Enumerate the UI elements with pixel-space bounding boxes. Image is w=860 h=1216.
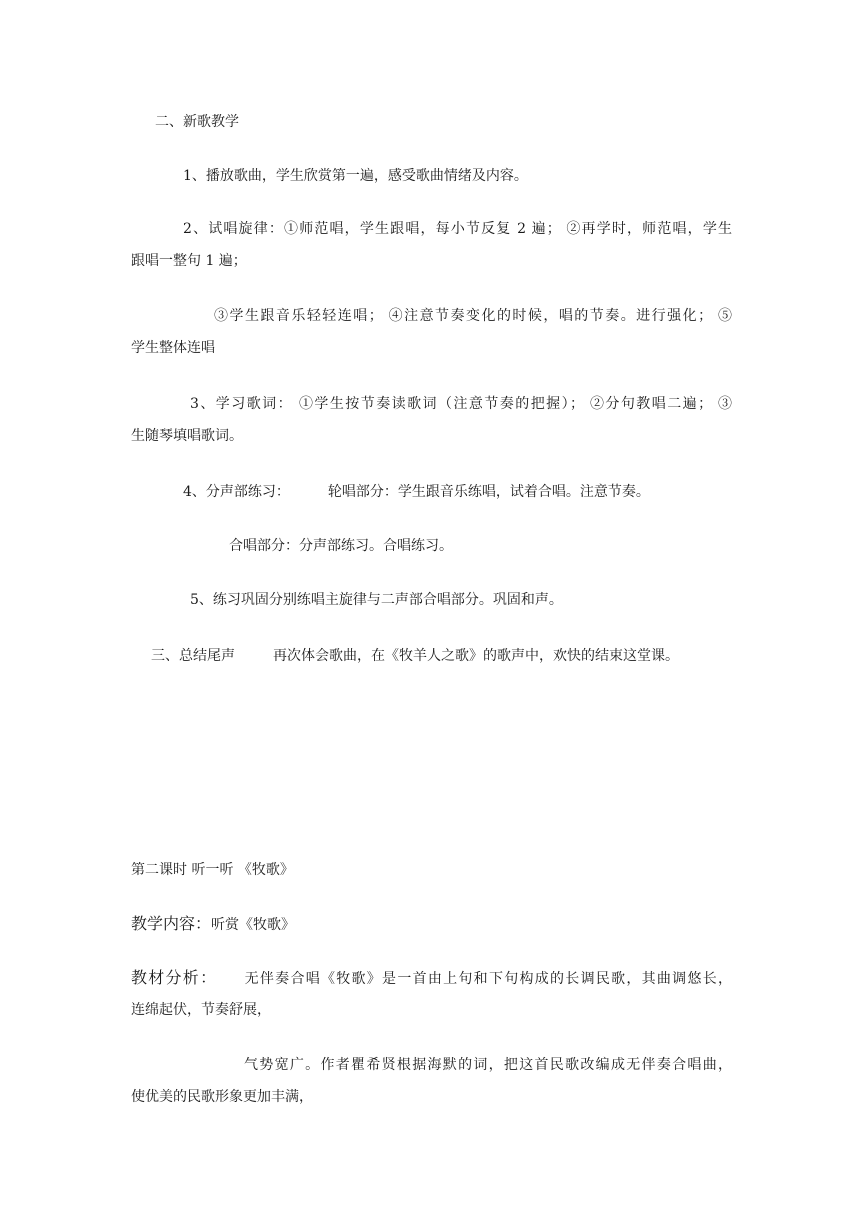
- step-2-line-1: 2、试唱旋律：①师范唱，学生跟唱，每小节反复 2 遍； ②再学时，师范唱，学生: [183, 221, 732, 237]
- step-2-line-2: 跟唱一整句 1 遍；: [131, 253, 247, 269]
- teaching-content-text: 听赏《牧歌》: [211, 917, 296, 933]
- step-2b-line-1: ③学生跟音乐轻轻连唱； ④注意节奏变化的时候，唱的节奏。进行强化； ⑤: [214, 308, 732, 324]
- step-1-text: 1、播放歌曲，学生欣赏第一遍，感受歌曲情绪及内容。: [183, 168, 528, 184]
- section-heading-new-song: 二、新歌教学: [155, 114, 239, 130]
- section-summary-row: [151, 646, 732, 666]
- teaching-content-row: [131, 914, 732, 935]
- lesson-2-title: 第二课时 听一听 《牧歌》: [131, 862, 294, 878]
- step-3-line-1: 3、学习歌词： ①学生按节奏读歌词（注意节奏的把握）； ②分句教唱二遍； ③: [190, 396, 732, 412]
- step-3-line-2: 生随琴填唱歌词。: [131, 428, 243, 444]
- analysis-line-4: 使优美的民歌形象更加丰满，: [131, 1089, 313, 1105]
- step-4b-text: 合唱部分：分声部练习。合唱练习。: [229, 538, 453, 554]
- analysis-label: 教材分析：: [131, 968, 218, 987]
- teaching-content-label: 教学内容：: [131, 914, 212, 933]
- analysis-line-2: 连绵起伏，节奏舒展，: [131, 1002, 271, 1018]
- summary-text: 再次体会歌曲，在《牧羊人之歌》的歌声中，欢快的结束这堂课。: [273, 648, 679, 664]
- step-2b-line-2: 学生整体连唱: [131, 340, 215, 356]
- section-heading-summary: 三、总结尾声: [151, 648, 235, 664]
- step-4-row: [183, 482, 732, 502]
- analysis-line-3: 气势宽广。作者瞿希贤根据海默的词，把这首民歌改编成无伴奏合唱曲，: [244, 1057, 732, 1073]
- step-4-text: 轮唱部分：学生跟音乐练唱，试着合唱。注意节奏。: [327, 484, 650, 500]
- step-4-label: 4、分声部练习：: [183, 484, 290, 500]
- analysis-line-1: [131, 968, 732, 989]
- analysis-text-1: 无伴奏合唱《牧歌》是一首由上句和下句构成的长调民歌，其曲调悠长，: [243, 971, 732, 987]
- step-5-text: 5、练习巩固分别练唱主旋律与二声部合唱部分。巩固和声。: [190, 592, 563, 608]
